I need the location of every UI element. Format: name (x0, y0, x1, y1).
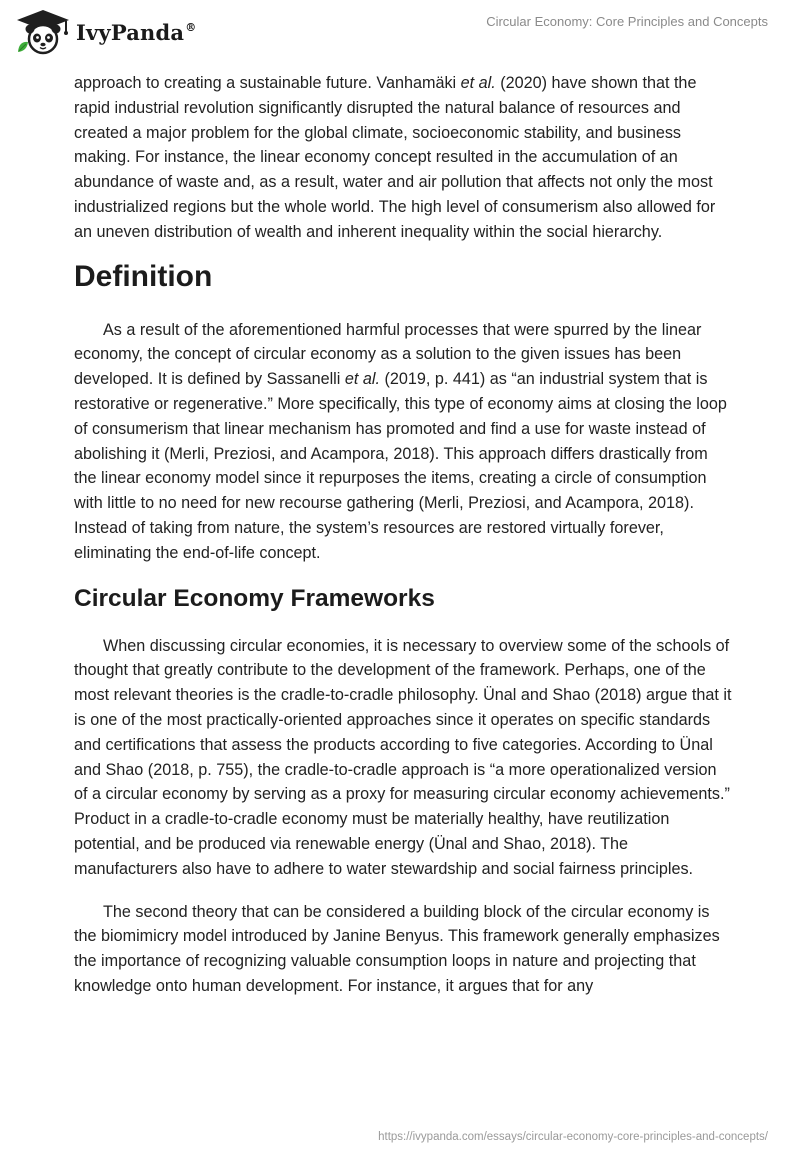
heading-frameworks: Circular Economy Frameworks (74, 584, 435, 612)
ivypanda-logo[interactable] (14, 8, 204, 56)
paragraph-intro: approach to creating a sustainable future. Vanhamäki et al. (2020) have shown that the rapid industrial revolution significantly disrupted the natural balance of resources and created a major problem for the global climate, socioeconomic stability, and business making. For instance, the linear economy concept resulted in the accumulation of an abundance of waste and, as a result, water and air pollution that affects not only the most industrialized regions but the whole world. The high level of consumerism also allowed for an uneven distribution of wealth and inherent inequality within the social hierarchy. (74, 74, 716, 241)
brand-name: IvyPanda® (76, 20, 197, 45)
page-header (0, 0, 800, 60)
panda-graduation-cap-icon (14, 8, 72, 56)
paragraph-definition: As a result of the aforementioned harmful processes that were spurred by the linear economy, the concept of circular economy as a solution to the given issues has been developed. It is defined by Sassanelli et al. (2019, p. 441) as “an industrial system that is restorative or regenerative.” More specifically, this type of economy aims at closing the loop of consumerism that linear mechanism has promoted and find a use for waste instead of abolishing it (Merli, Preziosi, and Acampora, 2018). This approach differs drastically from the linear economy model since it repurposes the items, creating a circle of consumption with little to no need for new recourse gathering (Merli, Preziosi, and Acampora, 2018). Instead of taking from nature, the system’s resources are restored virtually forever, eliminating the end-of-life concept. (74, 320, 727, 562)
paragraph-gap (74, 882, 734, 900)
essay-content (74, 71, 734, 999)
source-url[interactable]: https://ivypanda.com/essays/circular-economy-core-principles-and-concepts/ (378, 1131, 768, 1143)
document-title: Circular Economy: Core Principles and Concepts (486, 14, 768, 29)
paragraph-cradle-to-cradle: When discussing circular economies, it is necessary to overview some of the schools of thought that greatly contribute to the development of the framework. Perhaps, one of the most relevant theories is the cradle-to-cradle philosophy. Ünal and Shao (2018) argue that it is one of the most practically-oriented approaches since it operates on specific standards and certifications that assess the products according to five categories. According to Ünal and Shao (2018, p. 755), the cradle-to-cradle approach is “a more operationalized version of a circular economy by serving as a proxy for measuring circular economy achievements.” Product in a cradle-to-cradle economy must be materially healthy, have reutilization potential, and be produced via renewable energy (Ünal and Shao, 2018). The manufacturers also have to adhere to water stewardship and social fairness principles. (74, 636, 732, 878)
paragraph-biomimicry: The second theory that can be considered a building block of the circular economy is the biomimicry model introduced by Janine Benyus. This framework generally emphasizes the importance of recognizing valuable consumption loops in nature and projecting that knowledge onto human development. For instance, it argues that for any (74, 902, 720, 995)
heading-definition: Definition (74, 259, 213, 293)
